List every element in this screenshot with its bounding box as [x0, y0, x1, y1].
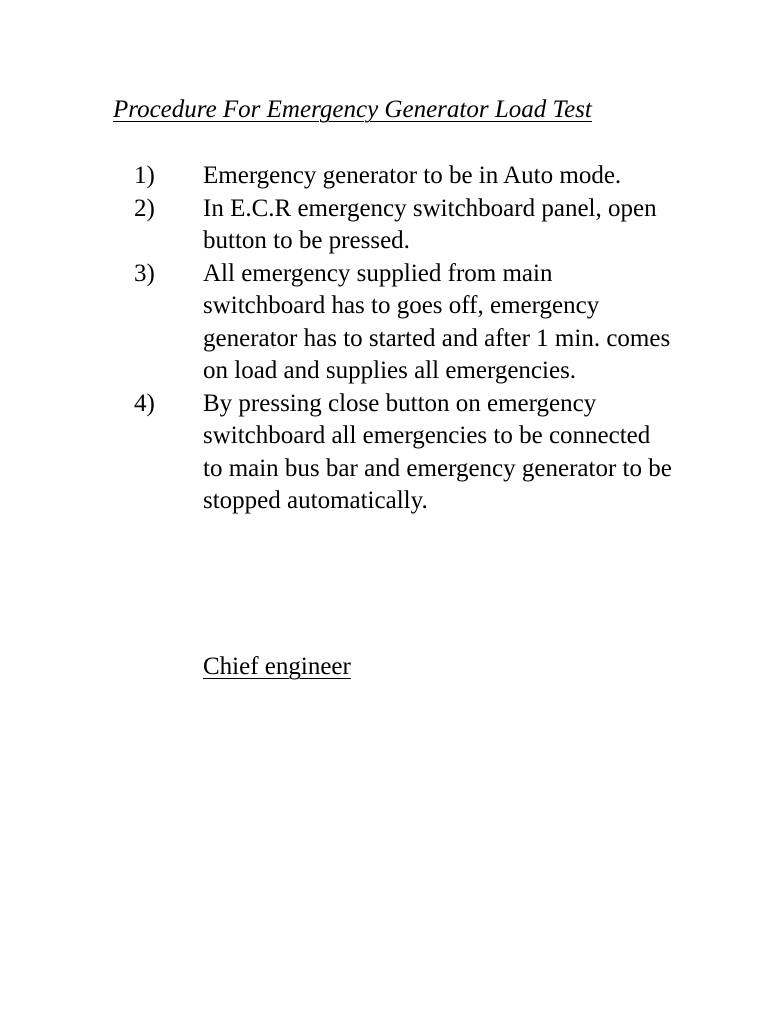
document-title: Procedure For Emergency Generator Load Test: [113, 96, 592, 123]
step-text: By pressing close button on emergency switchboard all emergencies to be connected to main bus bar and emergency generator to be stopped automatically.: [203, 389, 672, 514]
procedure-step: [0, 388, 768, 518]
procedure-steps-list: [0, 160, 768, 518]
step-number: 1): [134, 162, 155, 189]
step-text: All emergency supplied from main switchboard has to goes off, emergency generator has to started and after 1 min. comes on load and supplies all emergencies.: [203, 259, 671, 384]
procedure-step: [0, 258, 768, 388]
step-number: 2): [134, 194, 155, 222]
step-number: 3): [134, 259, 155, 287]
procedure-step: [0, 160, 768, 193]
step-text: Emergency generator to be in Auto mode.: [203, 162, 622, 189]
signature-line: Chief engineer: [203, 653, 351, 680]
step-number: 4): [134, 389, 155, 417]
step-text: In E.C.R emergency switchboard panel, open button to be pressed.: [203, 194, 657, 254]
procedure-step: [0, 193, 768, 258]
